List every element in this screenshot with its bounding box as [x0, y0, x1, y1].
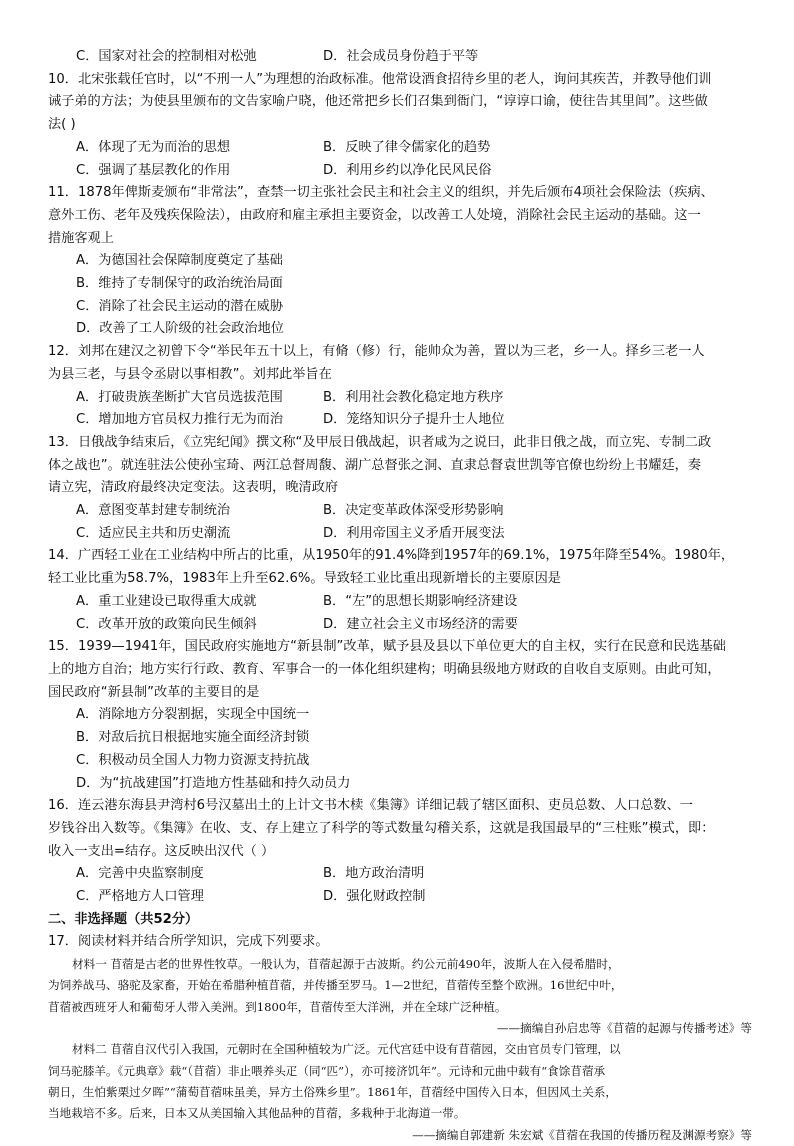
question-10-option-d[interactable]: D．利用乡约以净化民风民俗 [323, 162, 492, 178]
question-11-option-d[interactable]: D．改善了工人阶级的社会政治地位 [76, 321, 284, 337]
question-12-option-a[interactable]: A．打破贵族垄断扩大官员选拔范围 [76, 389, 283, 405]
question-15-option-b[interactable]: B．对敌后抗日根据地实施全面经济封锁 [76, 730, 310, 746]
question-10-stem-line: 10．北宋张载任官时，以“不刑一人”为理想的治政标准。他常设酒食招待乡里的老人，询问其疾苦，并教导他们训 [48, 71, 712, 87]
question-12-option-d[interactable]: D．笼络知识分子提升士人地位 [323, 412, 505, 428]
question-10-stem-line: 诫子弟的方法；为使县里颁布的文告家喻户晓，他还常把乡长们召集到衙门，“谆谆口谕，使往告其里闾”。这些做 [48, 94, 708, 110]
question-16-options-ab [48, 863, 754, 886]
question-10-options-ab [48, 137, 754, 160]
material-1-source: ——摘编自孙启忠等《苜蓿的起源与传播考述》等 [496, 1021, 752, 1036]
question-10-options-cd [48, 160, 754, 183]
question-13-option-d[interactable]: D．利用帝国主义矛盾开展变法 [323, 525, 505, 541]
question-16-stem-line: 16．连云港东海县尹湾村6号汉墓出土的上计文书木椟《集簿》详细记载了辖区面积、吏员总数、人口总数、一 [48, 798, 693, 814]
question-14-option-a[interactable]: A．重工业建设已取得重大成就 [76, 593, 257, 609]
question-13-stem-line: 体之战也”。就连驻法公使孙宝琦、两江总督周馥、湖广总督张之洞、直隶总督袁世凯等官僚也纷纷上书耀廷，奏 [48, 457, 702, 473]
question-11-option-a[interactable]: A．为德国社会保障制度奠定了基础 [76, 253, 283, 269]
question-13-option-c[interactable]: C．适应民主共和历史潮流 [76, 525, 231, 541]
question-13-option-a[interactable]: A．意图变革封建专制统治 [76, 503, 231, 519]
question-10-stem-line: 法( ) [48, 117, 76, 133]
material-2-line: 材料二 苜蓿自汉代引入我国，元朝时在全国种植较为广泛。元代宫廷中设有苜蓿园，交由官员专门管理，以 [72, 1042, 621, 1057]
question-13-stem-line: 请立宪，清政府最终决定变法。这表明，晚清政府 [48, 480, 339, 496]
question-15-stem-line: 15．1939—1941年，国民政府实施地方“新县制”改革，赋予县及县以下单位更大的自主权，实行在民意和民选基础 [48, 639, 726, 655]
question-16-stem-line: 岁钱谷出入数等。《集簿》在收、支、存上建立了科学的等式数量勾稽关系，这就是我国最早的“三柱账”模式，即： [48, 820, 715, 836]
question-17 [48, 931, 754, 1145]
question-13-stem-line: 13．日俄战争结束后，《立宪纪闻》撰文称“及甲辰日俄战起，识者咸为之说曰，此非日俄之战，而立宪、专制二政 [48, 434, 712, 450]
material-2-line: 朝日，生怕紫栗过夕晖”“蒲萄苜蓿味虽美，异方土俗殊乡里”。1861年，苜蓿经中国传入日本，但因风土关系， [48, 1084, 618, 1099]
question-12-option-c[interactable]: C．增加地方官员权力推行无为而治 [76, 412, 284, 428]
question-16 [48, 795, 754, 909]
q9-options-cd [48, 46, 754, 69]
question-11-option-c[interactable]: C．消除了社会民主运动的潜在威胁 [76, 298, 284, 314]
question-16-options-cd [48, 886, 754, 909]
question-11-stem-line: 11．1878年俾斯麦颁布“非常法”，查禁一切主张社会民主和社会主义的组织，并先后颁布4项社会保险法（疾病、 [48, 185, 714, 201]
question-15 [48, 636, 754, 795]
question-10-option-a[interactable]: A．体现了无为而治的思想 [76, 139, 231, 155]
question-16-option-a[interactable]: A．完善中央监察制度 [76, 866, 204, 882]
question-14-stem-line: 14．广西轻工业在工业结构中所占的比重，从1950年的91.4%降到1957年的69.1%，1975年降至54%。1980年， [48, 548, 735, 564]
q9-option-c[interactable]: C．国家对社会的控制相对松弛 [76, 49, 257, 64]
question-13-options-ab [48, 500, 754, 523]
question-13 [48, 432, 754, 546]
question-12-option-b[interactable]: B．利用社会教化稳定地方秩序 [323, 389, 504, 405]
question-15-option-d[interactable]: D．为“抗战建国”打造地方性基础和持久动员力 [76, 775, 351, 791]
question-11-stem-line: 措施客观上 [48, 230, 114, 246]
question-17-intro: 17．阅读材料并结合所学知识，完成下列要求。 [48, 934, 329, 950]
question-14-option-d[interactable]: D．建立社会主义市场经济的需要 [323, 616, 518, 632]
question-12 [48, 341, 754, 432]
material-1-line: 材料一 苜蓿是古老的世界性牧草。一般认为，苜蓿起源于古波斯。约公元前490年，波斯人在入侵希腊时， [72, 957, 620, 972]
q9-option-d[interactable]: D．社会成员身份趋于平等 [323, 49, 479, 64]
question-14-option-c[interactable]: C．改革开放的政策向民生倾斜 [76, 616, 257, 632]
question-16-stem-line: 收入一支出=结存。这反映出汉代（ ） [48, 843, 275, 859]
question-14-option-b[interactable]: B．“左”的思想长期影响经济建设 [323, 593, 518, 609]
question-15-option-c[interactable]: C．积极动员全国人力物力资源支持抗战 [76, 752, 310, 768]
section-heading: 二、非选择题（共52分） [48, 911, 199, 927]
question-11-stem-line: 意外工伤、老年及残疾保险法），由政府和雇主承担主要资金，以改善工人处境，消除社会民主运动的基础。这一 [48, 207, 701, 223]
question-15-stem-line: 上的地方自治；地方实行行政、教育、军事合一的一体化组织建构；明确县级地方财政的自收自支原则。由此可知， [48, 661, 721, 677]
material-2-line: 饲马驼膝羊。《元典章》载“（苜蓿）非止喂养头疋（同“匹”），亦可接济饥年”。元诗和元曲中载有“食馀苜蓿承 [48, 1063, 606, 1078]
question-12-options-ab [48, 387, 754, 410]
question-14-stem-line: 轻工业比重为58.7%，1983年上升至62.6%。导致轻工业比重出现新增长的主要原因是 [48, 571, 561, 587]
question-11 [48, 182, 754, 341]
question-11-option-b[interactable]: B．维持了专制保守的政治统治局面 [76, 276, 283, 292]
question-14-options-cd [48, 614, 754, 637]
material-1-line: 为饲养战马、骆驼及家畜，开始在希腊种植苜蓿，并传播至罗马。1—2世纪，苜蓿传至整个欧洲。16世纪中叶， [48, 978, 623, 993]
question-16-option-c[interactable]: C．严格地方人口管理 [76, 889, 204, 905]
question-16-option-d[interactable]: D．强化财政控制 [323, 889, 426, 905]
question-12-stem-line: 为县三老，与县令丞尉以事相教”。刘邦此举旨在 [48, 366, 332, 382]
question-13-option-b[interactable]: B．决定变革政体深受形势影响 [323, 503, 504, 519]
question-12-stem-line: 12．刘邦在建汉之初曾下令“举民年五十以上，有脩（修）行，能帅众为善，置以为三老，乡一人。择乡三老一人 [48, 344, 705, 360]
question-10-option-c[interactable]: C．强调了基层教化的作用 [76, 162, 231, 178]
material-1-line: 苜蓿被西班牙人和葡萄牙人带入美洲。到1800年，苜蓿传至大洋洲，并在全球广泛种植。 [48, 999, 507, 1014]
question-14-options-ab [48, 591, 754, 614]
question-13-options-cd [48, 523, 754, 546]
material-2-line: 当地栽培不多。后来，日本又从美国输入其他品种的苜蓿，多栽种于北海道一带。 [48, 1106, 466, 1121]
material-2-source: ——摘编自郭建新 朱宏斌《苜蓿在我国的传播历程及渊源考察》等 [412, 1127, 752, 1142]
exam-page [48, 46, 754, 1146]
question-10 [48, 69, 754, 183]
question-10-option-b[interactable]: B．反映了律令儒家化的趋势 [323, 139, 491, 155]
question-15-stem-line: 国民政府“新县制”改革的主要目的是 [48, 684, 260, 700]
question-14 [48, 545, 754, 636]
question-12-options-cd [48, 409, 754, 432]
question-15-option-a[interactable]: A．消除地方分裂割据，实现全中国统一 [76, 707, 310, 723]
question-16-option-b[interactable]: B．地方政治清明 [323, 866, 425, 882]
